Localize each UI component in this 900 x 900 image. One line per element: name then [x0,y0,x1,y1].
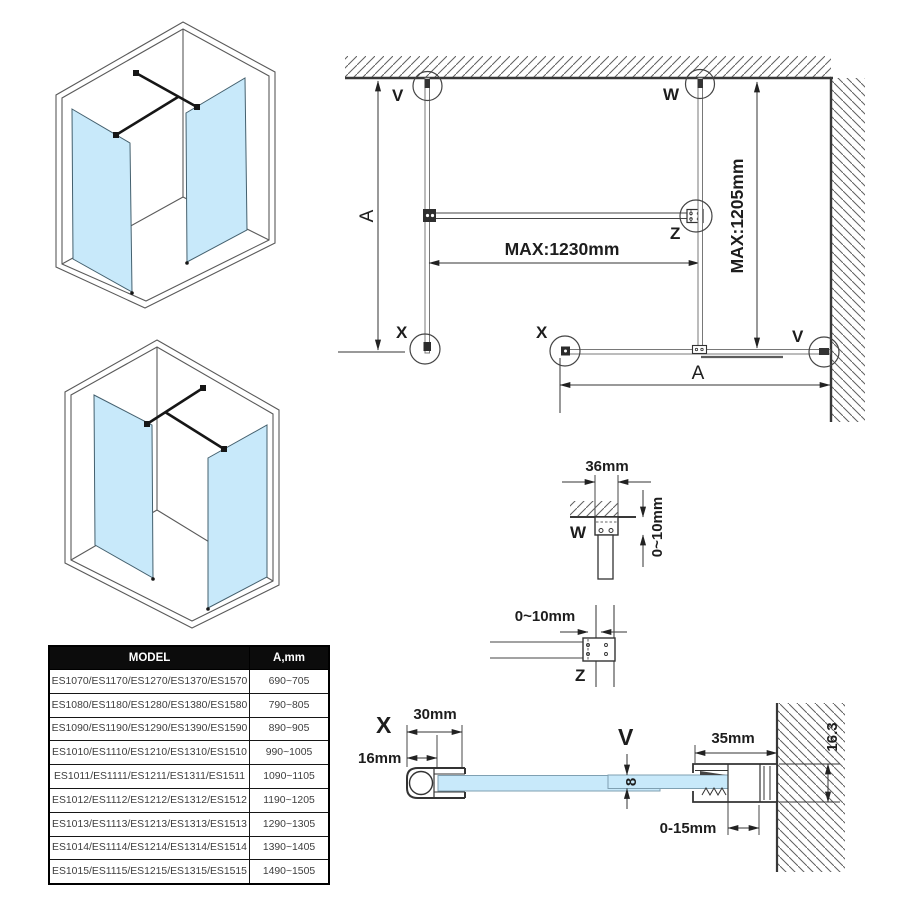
col-header-model: MODEL [49,646,250,670]
dim-a-bottom-label: A [691,363,705,384]
a-mm-cell: 790~805 [250,693,330,717]
connector-screw [431,214,434,217]
right-wall-hatch [831,78,865,422]
model-cell: ES1013/ES1113/ES1213/ES1313/ES1513 [49,812,250,836]
round-bar-section [410,772,433,795]
a-mm-cell: 1390~1405 [250,836,330,860]
isometric-view-2 [40,325,330,645]
detail-w-label: W [570,523,587,542]
table-row [49,717,329,741]
support-bars [116,73,197,135]
connector-screw [564,350,567,353]
model-cell: ES1015/ES1115/ES1215/ES1315/ES1515 [49,860,250,884]
model-cell: ES1012/ES1112/ES1212/ES1312/ES1512 [49,788,250,812]
model-spec-table-wrap [48,645,330,885]
glass-junction-shoe [693,346,707,354]
a-mm-cell: 1190~1205 [250,788,330,812]
detail-v-drawing [600,695,895,885]
a-mm-cell: 890~905 [250,717,330,741]
dim-a-left-label: A [357,209,378,223]
table-row [49,788,329,812]
table-row [49,741,329,765]
detail-w-width-label: 36mm [585,458,629,475]
wall-bracket-v-bottom [819,348,829,355]
detail-v-width-label: 35mm [711,730,755,747]
dim-max-width-label: MAX:1230mm [504,239,620,259]
glass-panel-left [72,109,132,292]
table-row [49,765,329,789]
support-bars [147,388,224,449]
detail-z-gap-label: 0~10mm [514,608,576,625]
glass-panel-right-plan [698,78,703,350]
detail-x-offset-label: 16mm [358,750,402,767]
model-cell: ES1011/ES1111/ES1211/ES1311/ES1511 [49,765,250,789]
glass-panel-right [208,425,267,608]
detail-v-glass-label: 8 [623,777,640,787]
end-cap-x [424,342,432,351]
detail-x-width-label: 30mm [413,706,457,723]
plan-label-w: W [663,85,680,104]
col-header-a-mm: A,mm [250,646,330,670]
isometric-view-1 [40,10,300,315]
detail-v-label: V [618,724,634,750]
detail-w-gap-label: 0~10mm [649,496,666,558]
a-mm-cell: 990~1005 [250,741,330,765]
plan-label-v-right: V [792,327,804,346]
detail-z-label: Z [575,666,586,685]
model-spec-table [48,645,330,885]
plan-label-x-left: X [396,323,408,342]
model-cell: ES1090/ES1190/ES1290/ES1390/ES1590 [49,717,250,741]
ceiling-bracket [595,517,618,535]
table-row [49,693,329,717]
detail-v-adjust-label: 0-15mm [659,820,717,837]
model-cell: ES1010/ES1110/ES1210/ES1310/ES1510 [49,741,250,765]
dim-max-height-label: MAX:1205mm [727,158,747,274]
detail-v-depth-label: 16.3 [824,722,841,752]
model-cell: ES1080/ES1180/ES1280/ES1380/ES1580 [49,693,250,717]
a-mm-cell: 1090~1105 [250,765,330,789]
plan-label-x-bottom: X [536,323,548,342]
detail-x-label: X [376,712,392,738]
model-cell: ES1070/ES1170/ES1270/ES1370/ES1570 [49,670,250,694]
table-row [49,860,329,884]
wall-bracket-w [698,79,704,88]
support-bar-section [598,535,613,579]
connector-screw [426,214,429,217]
table-row [49,836,329,860]
table-header-row [49,646,329,670]
a-mm-cell: 1290~1305 [250,812,330,836]
plan-label-v-top: V [392,86,404,105]
detail-w-drawing [550,445,765,620]
a-mm-cell: 690~705 [250,670,330,694]
table-row [49,670,329,694]
plan-view-drawing [330,20,900,435]
model-cell: ES1014/ES1114/ES1214/ES1314/ES1514 [49,836,250,860]
table-row [49,812,329,836]
plan-label-z: Z [670,224,681,243]
a-mm-cell: 1490~1505 [250,860,330,884]
wall-hatch [570,501,618,517]
wall-bracket-v [425,79,431,88]
